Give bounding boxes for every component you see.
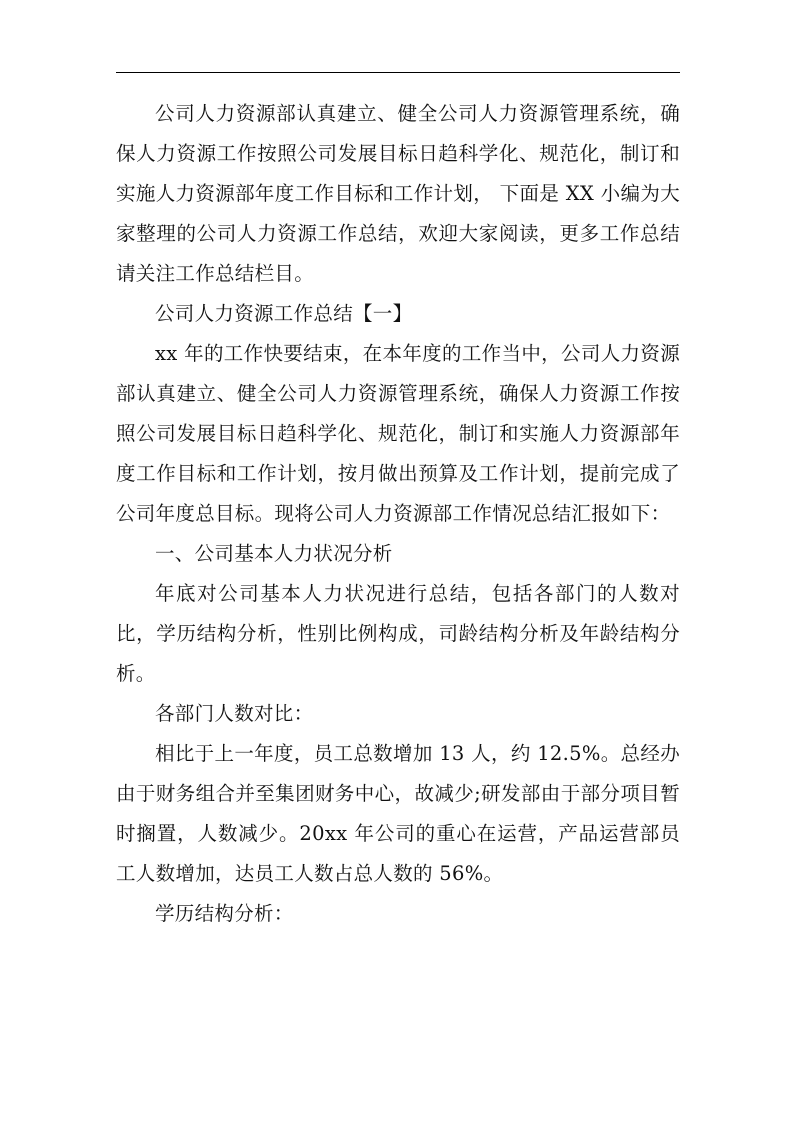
heading-1: 一、公司基本人力状况分析	[155, 542, 393, 565]
paragraph-2: 年底对公司基本人力状况进行总结，包括各部门的人数对比，学历结构分析，性别比例构成，司龄结构分析及年龄结构分析。	[116, 582, 680, 685]
subheading-education: 学历结构分析：	[155, 902, 294, 925]
paragraph-3: 相比于上一年度，员工总数增加 13 人，约 12.5%。总经办由于财务组合并至集团财务中心，故减少;研发部由于部分项目暂时搁置，人数减少。20xx 年公司的重心在运营，产品运营部员工人数增加，达员工人数占总人数的 56%。	[116, 742, 680, 885]
paragraph-1: xx 年的工作快要结束，在本年度的工作当中，公司人力资源部认真建立、健全公司人力资源管理系统，确保人力资源工作按照公司发展目标日趋科学化、规范化，制订和实施人力资源部年度工作目标和工作计划，按月做出预算及工作计划，提前完成了公司年度总目标。现将公司人力资源部工作情况总结汇报如下：	[116, 342, 680, 525]
subheading-departments: 各部门人数对比：	[155, 702, 314, 725]
document-body	[116, 94, 680, 934]
section-title: 公司人力资源工作总结【一】	[155, 302, 413, 325]
intro-paragraph: 公司人力资源部认真建立、健全公司人力资源管理系统，确保人力资源工作按照公司发展目标日趋科学化、规范化，制订和实施人力资源部年度工作目标和工作计划， 下面是 XX 小编为大家整理的公司人力资源工作总结，欢迎大家阅读，更多工作总结请关注工作总结栏目。	[116, 102, 680, 285]
header-rule	[116, 72, 680, 73]
